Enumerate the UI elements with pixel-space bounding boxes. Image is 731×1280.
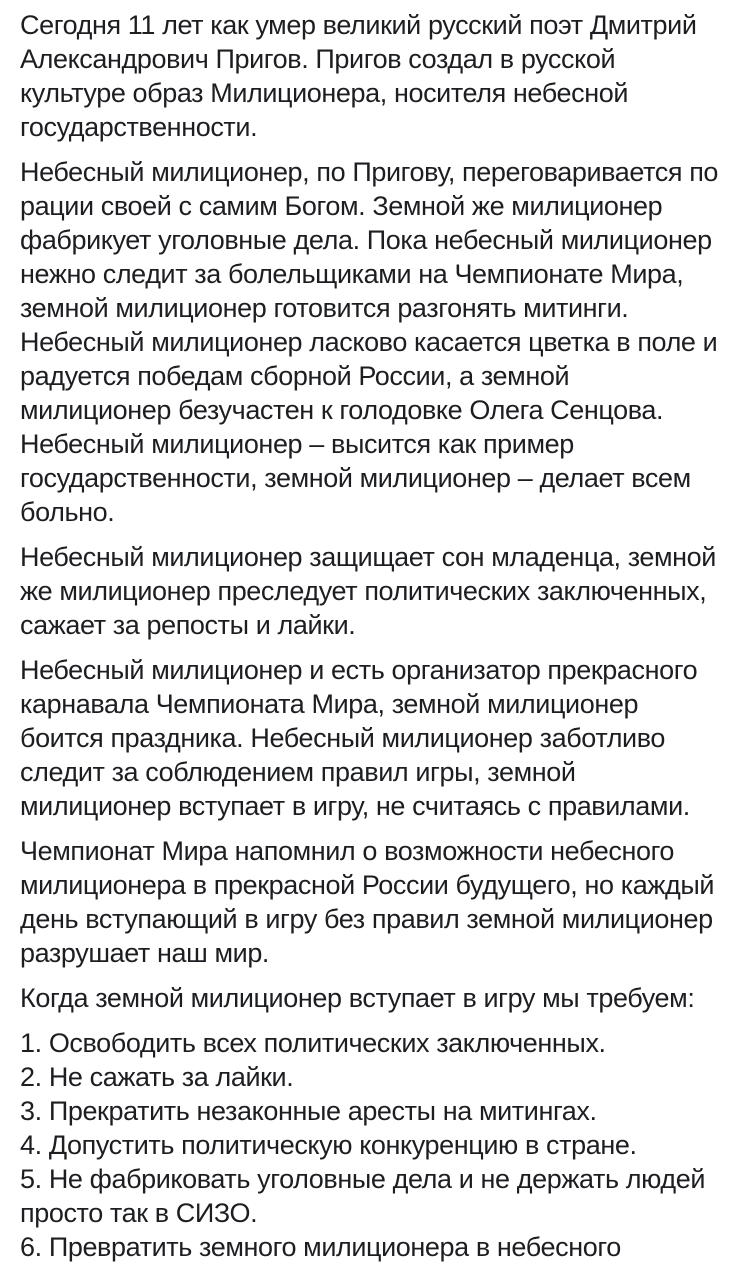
demands-list — [20, 1026, 723, 1264]
post-paragraph: Небесный милиционер, по Пригову, переговаривается по рации своей с самим Богом. Земной же милиционер фабрикует уголовные дела. Пока небесный милиционер нежно следит за болельщиками на Чемпионате Мира, земной милиционер готовится разгонять митинги. Небесный милиционер ласково касается цветка в поле и радуется победам сборной России, а земной милиционер безучастен к голодовке Олега Сенцова. Небесный милиционер – высится как пример государственности, земной милиционер – делает всем больно. — [20, 157, 719, 527]
post-paragraph: Сегодня 11 лет как умер великий русский поэт Дмитрий Александрович Пригов. Пригов создал в русской культуре образ Милиционера, носителя небесной государственности. — [20, 10, 697, 142]
post-paragraph: Чемпионат Мира напомнил о возможности небесного милиционера в прекрасной России будущего, но каждый день вступающий в игру без правил земной милиционер разрушает наш мир. — [20, 836, 715, 968]
list-item: 4. Допустить политическую конкуренцию в стране. — [20, 1130, 637, 1160]
list-item: 2. Не сажать за лайки. — [20, 1062, 294, 1092]
list-item: 5. Не фабриковать уголовные дела и не держать людей просто так в СИЗО. — [20, 1164, 706, 1228]
post-paragraph: Когда земной милиционер вступает в игру мы требуем: — [20, 983, 695, 1013]
list-item: 1. Освободить всех политических заключенных. — [20, 1028, 606, 1058]
post-paragraph: Небесный милиционер защищает сон младенца, земной же милиционер преследует политических заключенных, сажает за репосты и лайки. — [20, 542, 716, 640]
list-item: 6. Превратить земного милиционера в небесного — [20, 1232, 621, 1262]
post-paragraph: Небесный милиционер и есть организатор прекрасного карнавала Чемпионата Мира, земной милиционер боится праздника. Небесный милиционер заботливо следит за соблюдением правил игры, земной милиционер вступает в игру, не считаясь с правилами. — [20, 655, 698, 821]
list-item: 3. Прекратить незаконные аресты на митингах. — [20, 1096, 597, 1126]
